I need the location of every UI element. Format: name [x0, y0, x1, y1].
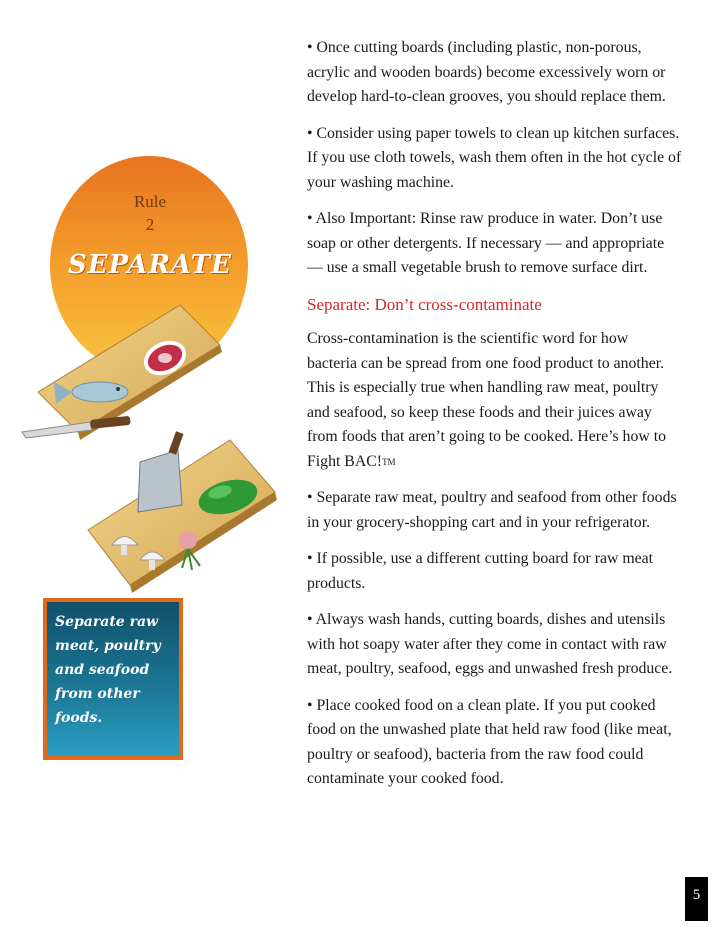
bullet-paper-towels: • Consider using paper towels to clean up kitchen surfaces. If you use cloth towels, wash them often in the hot cycle of your washing machine.: [307, 124, 682, 191]
cutting-board-icon: [88, 440, 277, 593]
intro-text: Cross-contamination is the scientific word for how bacteria can be spread from one food product to another. This is especially true when handling raw meat, poultry and seafood, so keep these foods and their juices away from foods that aren’t going to be cooked. Here’s how to Fight BAC!: [307, 330, 667, 470]
section-heading: Separate: Don’t cross-contaminate: [307, 294, 542, 314]
page-number: 5: [685, 877, 708, 921]
bullet-replace-boards: • Once cutting boards (including plastic, non-porous, acrylic and wooden boards) become excessively worn or develop hard-to-clean grooves, you should replace them.: [307, 39, 666, 105]
bullet-rinse-produce: • Also Important: Rinse raw produce in water. Don’t use soap or other detergents. If necessary — and appropriate — use a small vegetable brush to remove surface dirt.: [307, 210, 665, 276]
cleaver-icon: [138, 431, 184, 512]
trademark-mark: TM: [382, 456, 396, 467]
bullet-different-board: • If possible, use a different cutting board for raw meat products.: [307, 550, 654, 592]
bullet-clean-plate: • Place cooked food on a clean plate. If you put cooked food on the unwashed plate that held raw food (like meat, poultry or seafood), bacteria from the raw food could contaminate your cooked food.: [307, 696, 672, 787]
callout-box: [43, 598, 183, 760]
bullet-separate-cart: • Separate raw meat, poultry and seafood from other foods in your grocery-shopping cart and in your refrigerator.: [307, 489, 677, 531]
rule-label: Rule: [133, 192, 167, 211]
cutting-boards-illustration: [0, 300, 300, 600]
callout-text: Separate raw meat, poultry and seafood from other foods.: [55, 614, 161, 726]
bullet-wash-hands: • Always wash hands, cutting boards, dishes and utensils with hot soapy water after they come in contact with raw meat, poultry, seafood, eggs and unwashed fresh produce.: [307, 611, 673, 677]
rule-title: SEPARATE: [68, 250, 232, 280]
intro-paragraph: [307, 327, 682, 474]
body-text-column: [307, 36, 682, 804]
rule-number: 2: [145, 215, 155, 234]
